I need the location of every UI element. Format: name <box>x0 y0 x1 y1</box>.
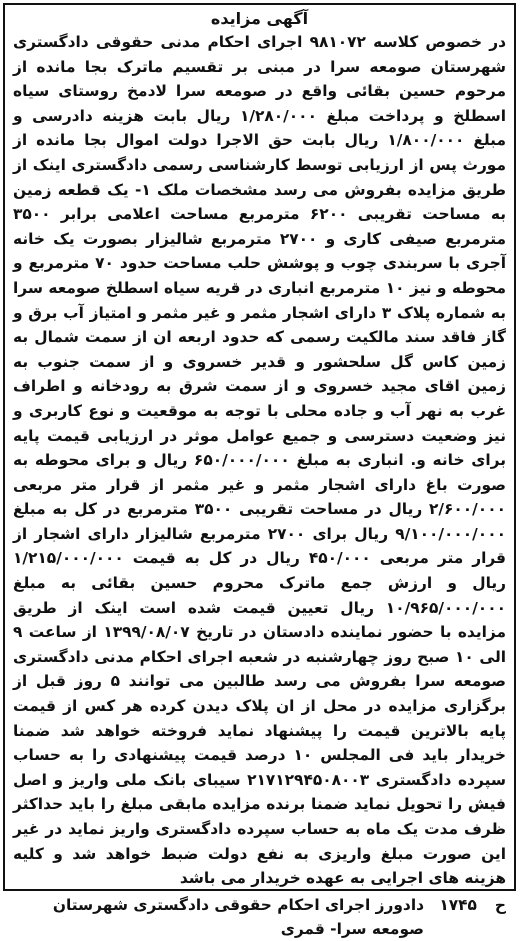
notice-footer <box>5 893 514 941</box>
auction-notice <box>3 3 516 938</box>
reference-letter: ح <box>494 895 506 914</box>
notice-signature: دادورز اجرای احکام حقوقی دادگستری شهرستان صومعه سرا- قمری <box>52 895 424 938</box>
notice-paragraph: در خصوص کلاسه ۹۸۱۰۷۲ اجرای احکام مدنی حقوقی دادگستری شهرستان صومعه سرا در مبنی بر تقسیم ماترک بجا مانده از مرحوم حسین بقائی واقع در صومعه سرا لادمخ روستای سیاه اسطلخ و پرداخت مبلغ ۱/۲۸۰/۰۰۰ ریال بابت هزینه دادرسی و مبلغ ۱/۸۰۰/۰۰۰ ریال بابت حق الاجرا دولت اموال بجا مانده از مورث پس از ارزیابی توسط کارشناسی رسمی دادگستری اینک از طریق مزایده بفروش می رسد مشخصات ملک ۱- یک قطعه زمین به مساحت تقریبی ۶۲۰۰ مترمربع مساحت اعلامی برابر ۳۵۰۰ مترمربع صیفی کاری و ۲۷۰۰ مترمربع شالیزار بصورت یک خانه آجری با سربندی چوب و پوشش حلب مساحت حدود ۷۰ مترمربع و محوطه و نیز ۱۰ مترمربع انباری در قریه سیاه اسطلخ صومعه سرا به شماره پلاک ۳ دارای اشجار مثمر و غیر مثمر و امتیاز آب برق و گاز فاقد سند مالکیت رسمی که حدود اربعه ان از سمت شمال به زمین کاس گل سلحشور و قدیر خسروی و از سمت جنوب به زمین اقای مجید خسروی و از سمت شرق به رودخانه و اطراف غرب به نهر آب و جاده محلی با توجه به موقعیت و نوع کاربری و نیز وضعیت دسترسی و جمیع عوامل موثر در ارزیابی قیمت پایه برای خانه و. انباری به مبلغ ۶۵۰/۰۰۰/۰۰۰ ریال و برای محوطه به صورت باغ دارای اشجار مثمر و غیر مثمر از قرار متر مربعی ۲/۶۰۰/۰۰۰ ریال در مساحت تقریبی ۳۵۰۰ مترمربع در کل به مبلغ ۹/۱۰۰/۰۰۰/۰۰۰ ریال برای ۲۷۰۰ مترمربع شالیزار دارای اشجار از قرار متر مربعی ۴۵۰/۰۰۰ ریال در کل به قیمت ۱/۲۱۵/۰۰۰/۰۰۰ ریال و ارزش جمع ماترک محروم حسین بقائی به مبلغ ۱۰/۹۶۵/۰۰۰/۰۰۰ ریال تعیین قیمت شده است اینک از طریق مزایده با حضور نماینده دادستان در تاریخ ۱۳۹۹/۰۸/۰۷ از ساعت ۹ الی ۱۰ صبح روز چهارشنبه در شعبه اجرای احکام مدنی دادگستری صومعه سرا بفروش می رسد طالبین می توانند ۵ روز قبل از برگزاری مزایده در محل از ان پلاک دیدن کرده هر کس از قیمت پایه بالاترین قیمت را پیشنهاد نماید فروخته خواهد شد ضمنا خریدار باید فی المجلس ۱۰ درصد قیمت پیشنهادی را به حساب سپرده دادگستری ۲۱۷۱۲۹۴۵۰۸۰۰۳ سیبای بانک ملی واریز و اصل فیش را تحویل نماید ضمنا برنده مزایده مابقی مبلغ را باید حداکثر ظرف مدت یک ماه به حساب سپرده دادگستری واریز نماید در غیر این صورت مبلغ واریزی به نفع دولت ضبط خواهد شد و کلیه هزینه های اجرایی به عهده خریدار می باشد <box>13 33 507 888</box>
notice-title: آگهی مزایده <box>210 9 309 28</box>
notice-body <box>5 30 514 891</box>
reference-number: ۱۷۴۵ <box>439 895 477 914</box>
notice-reference <box>424 893 506 917</box>
